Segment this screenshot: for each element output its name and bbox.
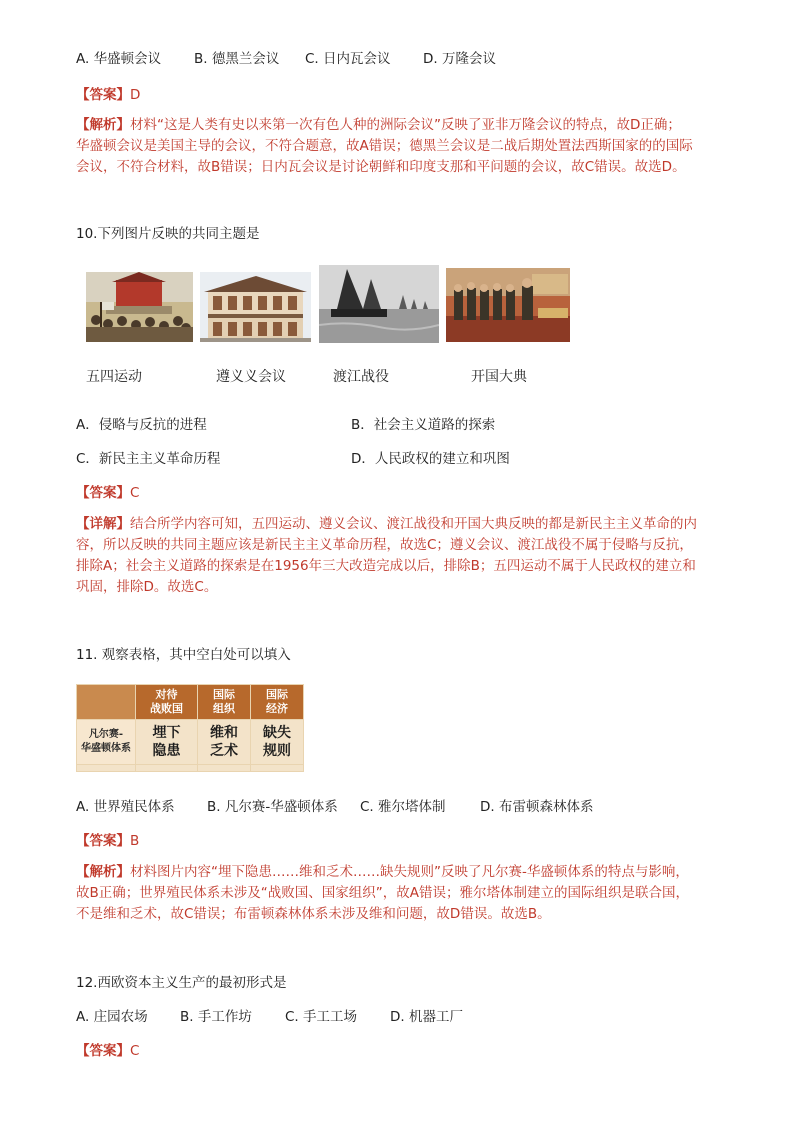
analysis-label: 【解析】 (76, 864, 130, 880)
caption-founding-ceremony: 开国大典 (471, 369, 527, 385)
q12-question: 12.西欧资本主义生产的最初形式是 (76, 975, 287, 991)
q10-option-d: D．人民政权的建立和巩图 (351, 451, 510, 467)
analysis-line: 容，所以反映的共同主题应该是新民主主义革命历程，故选C；遵义会议、渡江战役不属于侵略与反抗， (76, 537, 693, 553)
q9-option-c: C. 日内瓦会议 (305, 51, 391, 67)
analysis-label: 【详解】 (76, 516, 130, 532)
table-header-cell: 国际 经济 (251, 685, 304, 720)
answer-value: B (130, 833, 140, 849)
q12-option-a: A. 庄园农场 (76, 1009, 148, 1025)
answer-value: C (130, 485, 140, 501)
q10-option-b: B．社会主义道路的探索 (351, 417, 496, 433)
caption-zunyi: 遵义义会议 (216, 369, 286, 385)
q10-option-a: A．侵略与反抗的进程 (76, 417, 207, 433)
q10-analysis (76, 514, 726, 598)
analysis-line: 巩固，排除D。故选C。 (76, 579, 218, 595)
zunyi-meeting-building-image (200, 272, 311, 342)
table-cell: 埋下 隐患 (136, 720, 198, 765)
q9-option-a: A. 华盛顿会议 (76, 51, 162, 67)
q9-option-d: D. 万隆会议 (423, 51, 496, 67)
analysis-line: 排除A；社会主义道路的探索是在1956年三大改造完成以后，排除B；五四运动不属于人民政权的建立和 (76, 558, 696, 574)
table-row-header: 凡尔赛- 华盛顿体系 (77, 720, 136, 765)
q11-option-b: B. 凡尔赛-华盛顿体系 (207, 799, 338, 815)
analysis-line: 材料图片内容“埋下隐患……维和乏术……缺失规则”反映了凡尔赛-华盛顿体系的特点与影响， (130, 864, 689, 880)
analysis-label: 【解析】 (76, 117, 130, 133)
analysis-line: 结合所学内容可知，五四运动、遵义会议、渡江战役和开国大典反映的都是新民主主义革命的内 (130, 516, 697, 532)
table-header-cell: 国际 组织 (198, 685, 251, 720)
table-corner (77, 685, 136, 720)
q12-answer (76, 1039, 139, 1059)
q11-answer (76, 829, 139, 849)
yangtze-river-crossing-image (319, 265, 439, 343)
q11-question: 11. 观察表格，其中空白处可以填入 (76, 647, 291, 663)
answer-label: 【答案】 (76, 87, 130, 103)
table-header-cell: 对待 战败国 (136, 685, 198, 720)
table-blank-cell (136, 765, 198, 772)
table-cell: 缺失 规则 (251, 720, 304, 765)
caption-may-fourth: 五四运动 (86, 369, 142, 385)
analysis-line: 故B正确；世界殖民体系未涉及“战败国、国家组织”，故A错误；雅尔塔体制建立的国际组织是联合国， (76, 885, 689, 901)
q9-option-b: B. 德黑兰会议 (194, 51, 280, 67)
q10-option-c: C．新民主主义革命历程 (76, 451, 221, 467)
q11-table (76, 684, 304, 772)
q10-answer (76, 481, 139, 501)
q9-answer (76, 83, 140, 103)
q11-option-d: D. 布雷顿森林体系 (480, 799, 594, 815)
q10-question: 10.下列图片反映的共同主题是 (76, 226, 260, 242)
answer-value: D (130, 87, 141, 103)
answer-label: 【答案】 (76, 833, 130, 849)
analysis-line: 不是维和乏术，故C错误；布雷顿森林体系未涉及维和问题，故D错误。故选B。 (76, 906, 551, 922)
answer-label: 【答案】 (76, 485, 130, 501)
q12-option-d: D. 机器工厂 (390, 1009, 463, 1025)
table-cell: 维和 乏术 (198, 720, 251, 765)
table-blank-cell (77, 765, 136, 772)
analysis-line: 材料“这是人类有史以来第一次有色人种的洲际会议”反映了亚非万隆会议的特点，故D正确； (130, 117, 681, 133)
table-blank-cell (198, 765, 251, 772)
q11-analysis (76, 862, 726, 925)
q11-option-a: A. 世界殖民体系 (76, 799, 175, 815)
answer-value: C (130, 1043, 140, 1059)
answer-label: 【答案】 (76, 1043, 130, 1059)
analysis-line: 会议，不符合材料，故B错误；日内瓦会议是讨论朝鲜和印度支那和平问题的会议，故C错误。故选D。 (76, 159, 686, 175)
q12-option-b: B. 手工作坊 (180, 1009, 252, 1025)
analysis-line: 华盛顿会议是美国主导的会议，不符合题意，故A错误；德黑兰会议是二战后期处置法西斯国家的的国际 (76, 138, 693, 154)
founding-ceremony-image (446, 268, 570, 342)
caption-river-crossing: 渡江战役 (333, 369, 389, 385)
q9-analysis (76, 115, 726, 178)
table-blank-cell (251, 765, 304, 772)
q12-option-c: C. 手工工场 (285, 1009, 358, 1025)
q11-option-c: C. 雅尔塔体制 (360, 799, 446, 815)
may-fourth-movement-image (86, 272, 193, 342)
